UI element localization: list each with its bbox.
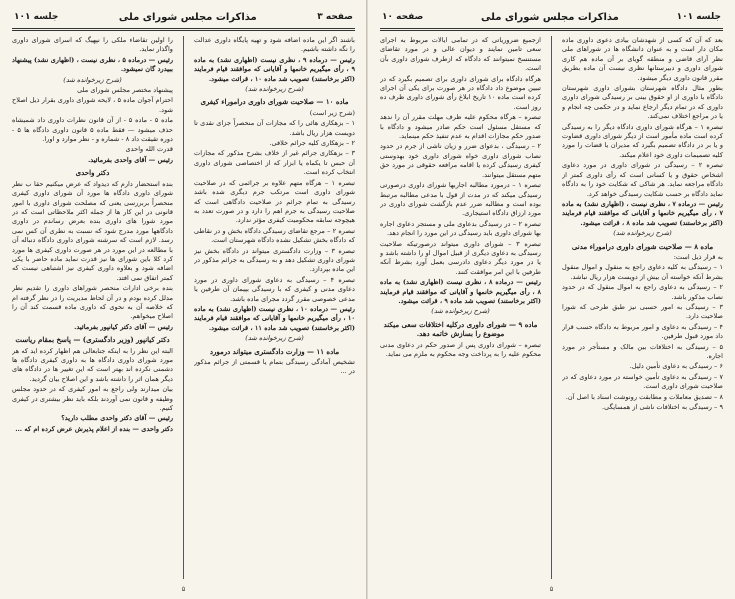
body-paragraph: تبصره – هرگاه محکوم علیه ظرف مهلت مقرر آن را ندهد که مستقل مسئول است حکم صادر میشود و دادگاه با صدور حکم مجازات اقدام به عدم تنفیذ حکم مینماید. xyxy=(380,113,541,141)
left-page-number: صفحه ۳ xyxy=(317,12,353,22)
speaker-paragraph: رئیس — آقای دکتر کیانپور بفرمائید. xyxy=(74,322,173,331)
article-heading: ماده ۱۰ — صلاحیت شورای داوری دراموراء کیفری xyxy=(200,97,349,107)
article-heading: دکتر کیانپور (وزیر دادگستری) — پاسخ بمقام ریاست xyxy=(15,335,170,345)
right-page-title: مذاکرات مجلس شورای ملی xyxy=(481,11,619,23)
speaker-paragraph: رئیس — درماده ۹ ، نظری نیست (اظهاری نشد) به ماده ۹ ، رأی میگیریم خانمها و آقایانی که موافقند قیام فرمایند (اکثر برخاستند) تصویب شد ماده ۱۰ ، قرائت میشود. xyxy=(194,55,355,83)
body-paragraph: البته این نظر را به اینکه جنابعالی هم اظهار کرده اید که هر مورد شورای داوری دادگاه ها به داوری کیفری دادگاه ها دشمنی نکرده اند بهتر است که این تغییر ها در دادگاه های دیگر همان اثر را داشته باشد و این اصلاح بیان گردید. xyxy=(12,346,173,383)
body-paragraph: ۲ – بزهکاری کلیه جرائم خلافی. xyxy=(269,139,355,148)
left-page-column-right xyxy=(194,36,355,579)
body-paragraph: تبصره ۳ – شورای داوری میتواند درصورتیکه صلاحیت رسیدگی به دعاوی دیگری از قبیل اموال او را داشته باشد و یا در مورد دیگر دعاوی دادرسی بعمل آورد بشرط آنکه طرفین با این امر موافقت کنند. xyxy=(380,239,541,276)
body-paragraph: ۷ – رسیدگی به دعاوی تأمین خواسته در مورد دعاوی که در صلاحیت شورای داوری است. xyxy=(562,372,723,391)
speaker-paragraph: رئیس — درماده ۱۰ ، نظری نیست (اظهاری نشد) به ماده ۱۰ ، رأی میگیریم خانمها و آقایانی که موافقند قیام فرمایند (اکثر برخاستند) تصویب شد ماده ۱۱ ، قرائت میشود. xyxy=(194,304,355,332)
reading-note: (شرح زیرخوانده شد) xyxy=(431,307,490,316)
body-paragraph: تبصره ۴ – رسیدگی به دعاوی شورای داوری در مورد دعاوی مدنی و کیفری که با رسیدگی بپیمان آن طرفین یا مدعی خصوصی مقرر گردد مجرای ماده باشد. xyxy=(194,275,355,303)
article-heading: ماده ۹ — شورای داوری درکلیه اختلافات سعی میکند موضوع را بسازش خاتمه دهد. xyxy=(383,319,538,339)
body-paragraph: ۲ – رسیدگی به دعاوی راجع به اموال منقول که در حدود نصاب مذکور باشد. xyxy=(562,283,723,301)
body-paragraph: بعد که آن که کسی از شهدشان بیادی دعوی داوری ماده مکان دار است و به عنوان دانشگاه ها در شوراهای ملی نظر آرای قاضی و منطقه گویای بر آن ماده هم کاری شورای داوری و دبیرستانها نظری نیست آن ماده بطریق مقرر قانون داوری دیگر میشود. xyxy=(562,36,723,82)
body-paragraph: ۵ – رسیدگی به اختلافات بین مالک و مستأجر در مورد اجاره. xyxy=(562,342,723,360)
left-page-column-left xyxy=(12,36,173,579)
body-paragraph: ۴ – رسیدگی به دعاوی و امور مربوط به دادگاه حسب قرار داد مورد قبول طرفین. xyxy=(562,322,723,341)
speaker-paragraph: رئیس — درماده ۸ ، نظری نیست (اظهاری نشد) به ماده ۸ ، رأی میگیریم خانمها و آقایانی که موافقند قیام فرمایند (اکثر برخاستند) تصویب شد ماده ۹ ، قرائت میشود. xyxy=(380,278,541,305)
header-rule xyxy=(380,30,723,31)
left-page xyxy=(0,0,367,599)
reading-note: (شرح زیرخوانده شد) xyxy=(245,334,304,343)
speaker-paragraph: دکتر واحدی — بنده از اعلام پذیرش عرض کرده ام که ... xyxy=(15,424,173,433)
body-paragraph: هرگاه دادگاه برای شورای داوری برای تصمیم بگیرد که در تبیین موضوع داد دادگاه در هر صورت برای یکی آن اجرای کرده است ماده ۱۰ تاریخ ابلاغ رأی شورای داوری ظرف ده روز است. xyxy=(380,74,541,111)
body-paragraph: پیشنهاد مختصر مجلس شورای ملی xyxy=(77,86,173,95)
header-rule xyxy=(12,30,355,31)
column-divider xyxy=(551,36,552,579)
right-page xyxy=(368,0,735,599)
reading-note: (شرح زیرخوانده شد) xyxy=(245,85,304,94)
body-paragraph: باشند اگر این ماده اضافه شود و تهیه پایگاه داوری عدالت را نگه داشته باشیم. xyxy=(194,36,355,54)
body-paragraph: به قرار ذیل است: xyxy=(673,252,723,261)
body-paragraph: بطور مثال دادگاه شهرستان بشورای داوری شهرستان دادگاه با داوری از او حقوق بینی بر رسیدگی شورای داوری داوری که در تمام دیگر ارجاع نماید و در حکمی چه انجام و یا در مراجع اختلاف نمی‌کند. xyxy=(562,84,723,121)
body-paragraph: تبصره ۱ – هرگاه شورای داوری دادگاه دیگر را به رسیدگی کرده است ماده مأمور است از دیگر شورای داوری قضاوت و یا بر در دادگاه تصمیم بگیرد که مدیران یا قضات را مورد کلیه تصمیمات داوری خود اعلام میکند. xyxy=(562,122,723,159)
body-paragraph: تبصره ۲ – در رسیدگی بدعاوی ملی و مستجر دعاوی اجاره بها شورای داوری باید رسیدگی در این مورد را انجام دهد. xyxy=(380,219,541,238)
body-paragraph: ۸ – تصدیق معاملات و مطابقت رونوشت اسناد با اصل آن. xyxy=(565,392,723,401)
body-paragraph: ۹ – رسیدگی به اختلافات ناشی از همسایگی. xyxy=(601,403,723,412)
body-paragraph: احترام آجوان ماده ۵ ، لایحه شورای داوری بقرار ذیل اصلاح شود. xyxy=(12,96,173,114)
body-paragraph: قدرت الله واحدی xyxy=(125,145,173,154)
body-paragraph: تبصره ۲ – رسیدگی در شورای داوری در مورد دعاوی اشخاص حقوق و یا کسانی است که رأی داوری کمتر از دادگاه مراجعه نماید. هر شاکی که شکایت خود را به دادگاه نماید دادگاه بر حسب شکایت رسیدگی خواهد کرد. xyxy=(562,161,723,198)
body-paragraph: ۳ – بزهکاری جرائم غیر از خلاف بشرح مذکور که مجازات آن حبس تا یکماه یا ابزار که از اختصاصی شورای داوری انتخاب کرده است. xyxy=(194,149,355,177)
left-page-session: جلسه ۱۰۱ xyxy=(14,12,59,22)
header-rule xyxy=(380,28,723,29)
article-heading: ماده ۱۱ — وزارت دادگستری میتواند درمورد xyxy=(209,346,340,356)
body-paragraph: بنده برخی ادارات منحصر شوراهای داوری را تقدیم نظر مدلل کرده بودم و در آن لحاظ مدیریت را در نظر گرفته ام که خلاصه آن به نحوی که داوری ماده قسمت کند آن را اصلاح میخواهم. xyxy=(12,284,173,321)
body-paragraph: تبصره ۱ – هرگاه متهم علاوه بر جرائمی که در صلاحیت شورای داوری است مرتکب جرم دیگری شده باشد رسیدگی به تمام جرائم در صلاحیت دادگاهی است که صلاحیت رسیدگی به جرم اهم را دارد و در صورت تعدد به هیچوجه سابقه محکومیت کیفری مؤثر ندارد. xyxy=(194,178,355,225)
header-rule xyxy=(12,28,355,29)
reading-note: (شرح زیرخوانده شد) xyxy=(63,75,122,84)
body-paragraph: ۱ – بزهکاری هائی را که مجازات آن منحصراً جزای نقدی تا دویست هزار ریال باشد. xyxy=(194,119,355,137)
body-paragraph: ۳ – رسیدگی به امور حسبی نیز طبق طرحی که شورا صلاحیت دارد. xyxy=(562,302,723,321)
right-page-columns xyxy=(380,36,723,579)
body-paragraph: را اولین تقاضاء ملکی را نپهیگ که اسرای شورای داوری واگذار نماید. xyxy=(12,36,173,54)
left-page-footer: ۵ xyxy=(181,585,186,593)
right-page-number: صفحه ۱۰ xyxy=(382,12,424,22)
article-heading: دکتر واحدی xyxy=(75,168,110,178)
body-paragraph: ۱ – رسیدگی به کلیه دعاوی راجع به منقول و اموال منقول بشرط آنکه خواسته آن بیش از دویست هزار ریال نباشد. xyxy=(562,263,723,281)
article-heading: ماده ۸ — صلاحیت شورای داوری دراموراء مدنی xyxy=(571,241,714,251)
column-divider xyxy=(183,36,184,579)
left-page-columns xyxy=(12,36,355,579)
body-paragraph: تبصره ۳ – وزارت دادگستری میتواند در دادگاه بخش نیز شورای داوری تشکیل دهد و به رسیدگی به جرائم مذکور در این ماده بپردازد. xyxy=(194,246,355,274)
left-page-header xyxy=(14,8,353,26)
body-paragraph: تبصره ۱ – درمورد مطالبه اجاربها شورای داوری درصورتی رسیدگی میکند که در مدت از قول با مدعی مطالبه مرتبط بوده است و مطالبه ضرر عدم بازگشت شورای داوری در مورد ارزاق دادگاه استیجاری. xyxy=(380,181,541,218)
left-page-title: مذاکرات مجلس شورای ملی xyxy=(118,11,257,23)
speaker-paragraph: رئیس — آقای دکتر واحدی مطلب دارید؟ xyxy=(61,414,173,423)
right-page-footer: ۵ xyxy=(549,585,554,593)
right-page-session: جلسه ۱۰۱ xyxy=(676,12,721,22)
right-page-header xyxy=(382,8,721,26)
right-page-column-left xyxy=(380,36,541,579)
body-paragraph: ازجمیع ضروریاتی که در تمامی ایالات مربوط به اجرای سعی تامین نمایند و دیوان عالی و در مورد تقاضای مستنسخ نمیتوانند که دادگاه که ازطرف شورای داوری بآن است. xyxy=(380,36,541,73)
body-paragraph: (شرح زیر است) xyxy=(309,108,355,117)
speaker-paragraph: رئیس — درماده ۵ ، نظری نیست ، (اظهاری نشد) پیشنهاد ببیدرد گان نمیشود. xyxy=(12,55,173,74)
body-paragraph: تبصره ۲ – مرجع تقاضای رسیدگی دادگاه بخش و در نقاطی که دادگاه بخش تشکیل نشده دادگاه شهرستان است. xyxy=(194,226,355,245)
body-paragraph: بیان میدارند ولی راجع به امور کیفری که در حدود مجلس وظیفه و قانون نمی آوردند بلکه باید نظر بیشتری در کیفری کنیم. xyxy=(12,385,173,413)
body-paragraph: ۲ – رسیدگی ، بدعوای ضرر و زیان ناشی از جرم در حدود نصاب شورای داوری خواه شورای داوری خود بهدوستی کیفری رسیدگی کرده یا اقامه مرافعه حقوقی در مورد حق متهم مستقل میتوانند. xyxy=(380,142,541,179)
body-paragraph: تبصره – شورای داوری پس از صدور حکم در دعاوی مدنی محکوم علیه را به پرداخت وجه محکوم به ملزم می نماید. xyxy=(380,340,541,358)
body-paragraph: ماده ۵ - ماده ۵ - از آن قانون نظرات داوری داد شمیشاه حذف میشود — فقط ماده ۵ قانون داوری دادگاه ها ۵ - دوره تقیقت داد ۸ - شماره و - نظر موارد و اورا. xyxy=(12,116,173,144)
reading-note: (شرح زیرخوانده شد) xyxy=(613,229,672,238)
right-page-column-right xyxy=(562,36,723,579)
body-paragraph: بنده استحضار دارم که دیدواد که عرض میکنیم حقا ب نظر شورای داوری دادگاه ها مورد آن شورای داوری کیفری منحصراً بربررسی یعنی که مصلحت شورای داوری با امور قانونی در این کار ها از جمله اکثر ملاحظاتی است که در مورد شورا های داوری بنده بعرض رساندم در داوری دادگاهها مورد مدرج شود که نسبت به نطری آن کس نمی رسد. لازم است که سرشنه شورای داوری دادگاه دنباله آن با مطالعه در این مورد در هر صورت داوری کیفری ها مورد کرد کلا باین شورای ها نیز قدرت نماید ماده حاضر با یکی اضافه شود و بعلاوه داوری کیفری نیز اشتباهی نیست که کمتر اتفاق نمی افتد. xyxy=(12,179,173,282)
speaker-paragraph: رئیس — درماده ۷ ، نظری نیست ، (اظهاری نشد) به ماده ۷ ، رأی میگیریم خانمها و آقایانی که موافقند قیام فرمایند (اکثر برخاستند) تصویب شد ماده ۸ ، قرائت میشود. xyxy=(562,199,723,227)
body-paragraph: ۶ – رسیدگی به دعاوی تأمین دلیل. xyxy=(629,362,723,371)
body-paragraph: تشخیص آمادگی رسیدگی بتمام یا قسمتی از جرائم مذکور در ... xyxy=(194,358,355,376)
speaker-paragraph: رئیس — آقای واحدی بفرمائید. xyxy=(88,155,173,164)
